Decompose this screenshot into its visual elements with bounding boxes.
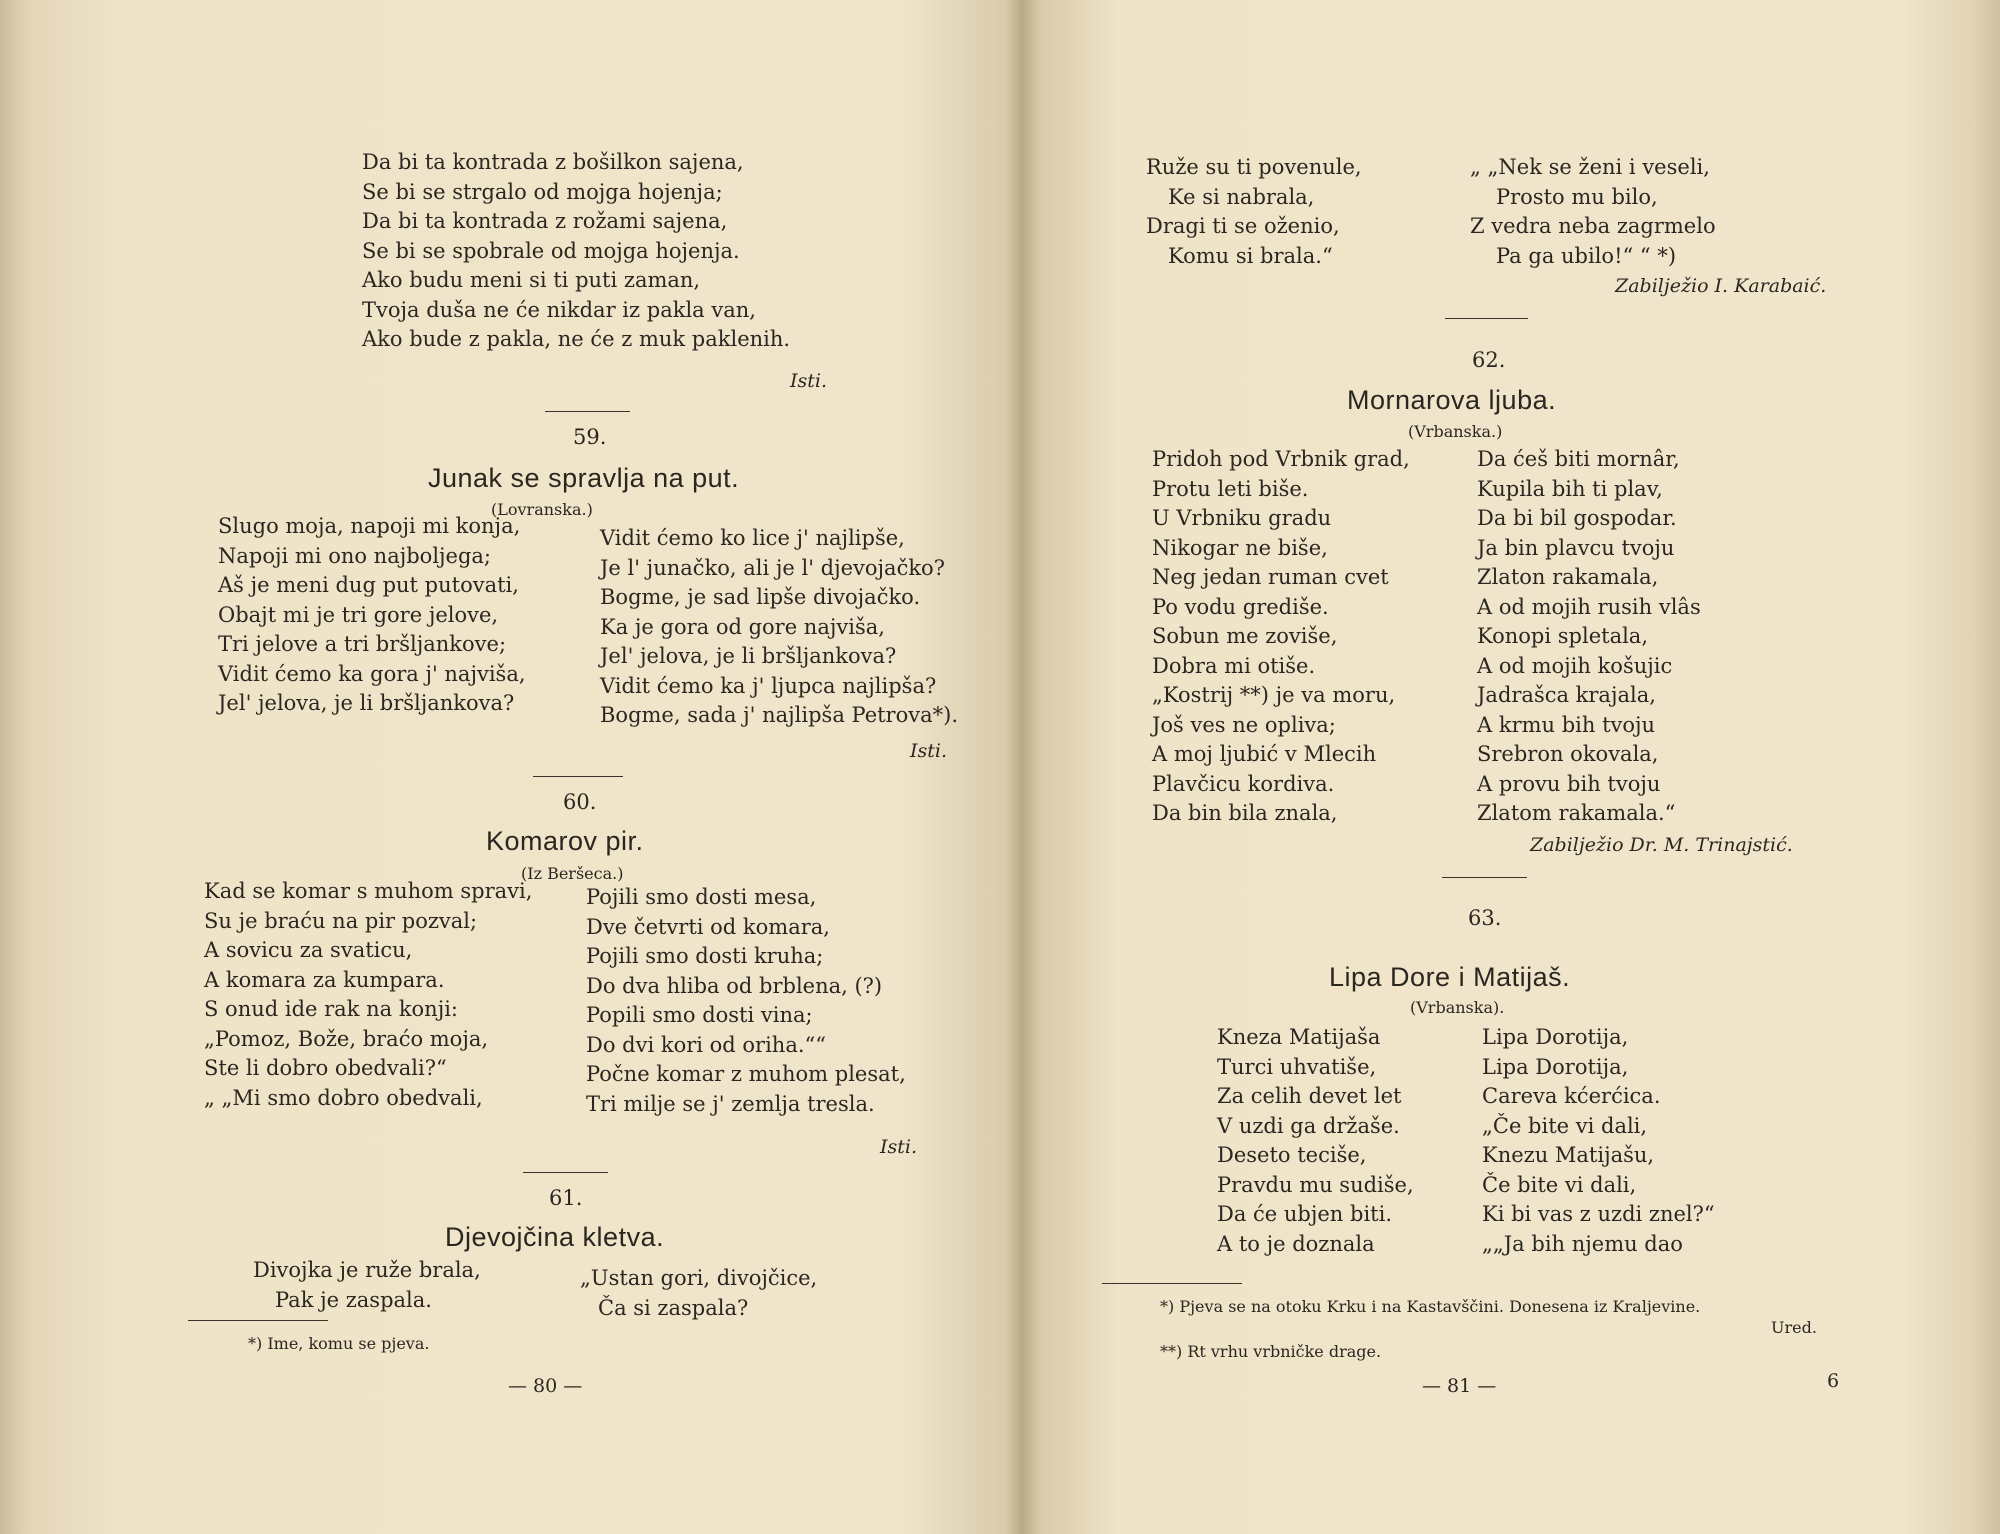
poem-line: Do dva hliba od brblena, (?) [586,973,883,998]
poem-column-2 [1482,1023,1715,1259]
signature: Zabilježio Dr. M. Trinajstić. [1530,834,1793,856]
poem-line: Slugo moja, napoji mi konja, [218,514,521,538]
poem-line: Još ves ne opliva; [1152,712,1336,737]
poem-line: Ruže su ti povenule, [1146,155,1362,179]
poem-line: Če bite vi dali, [1482,1172,1637,1197]
poem-line: A sovicu za svaticu, [204,938,413,962]
poem-column-1 [253,1256,481,1315]
poem-title: Komarov pir. [486,826,644,856]
footnote-rule [188,1320,328,1321]
signature-mark: 6 [1827,1370,1840,1392]
poem-line: Da bin bila znala, [1152,801,1338,825]
poem-column-2 [1477,445,1701,829]
footnote: **) Rt vrhu vrbničke drage. [1160,1342,1382,1361]
poem-line: Vidit ćemo ko lice j' najlipše, [600,526,905,550]
poem-column-2 [600,524,958,731]
poem-line: Nikogar ne biše, [1152,535,1328,560]
divider [533,776,623,777]
poem-line: Lipa Dorotija, [1482,1054,1629,1079]
poem-line: „Če bite vi dali, [1482,1113,1648,1138]
poem-line: Pa ga ubilo!“ “ *) [1496,243,1677,268]
footnote-editor: Ured. [1771,1318,1817,1337]
poem-line: Da bi ta kontrada z bošilkon sajena, [362,150,744,174]
poem-line: Ako bude z pakla, ne će z muk paklenih. [362,327,791,351]
poem-line: Da ćeš biti mornâr, [1477,447,1680,471]
poem-line: Srebron okovala, [1477,742,1659,766]
poem-line: Se bi se strgalo od mojga hojenja; [362,179,723,204]
poem-line: Dragi ti se oženio, [1146,214,1340,238]
poem-line: Plavčicu kordiva. [1152,771,1335,796]
poem-line: Do dvi kori od oriha.““ [586,1032,827,1057]
poem-line: Obajt mi je tri gore jelove, [218,602,499,627]
poem-line: Tri jelove a tri bršljankove; [218,632,507,656]
poem-column-1 [1152,445,1410,829]
poem-line: A provu bih tvoju [1477,771,1661,796]
poem-line: Ako budu meni si ti puti zaman, [362,268,701,292]
poem-line: „ „Mi smo dobro obedvali, [204,1085,483,1110]
signature: Isti. [910,740,948,762]
poem-line: Zlatom rakamala.“ [1477,801,1676,825]
poem-line: A od mojih košujic [1477,653,1673,678]
poem-line: Pravdu mu sudiše, [1217,1172,1414,1197]
poem-line: Deseto tecišе, [1217,1143,1367,1167]
right-page [1022,0,2000,1534]
poem-line: Jel' jelova, je li bršljankova? [600,644,897,668]
signature: Isti. [790,370,828,392]
divider [523,1172,608,1173]
poem-column-2 [586,883,906,1119]
poem-line: Počne komar z muhom plesat, [586,1062,906,1086]
poem-line: Prosto mu bilo, [1496,184,1658,209]
poem-line: Su je braću na pir pozval; [204,908,478,933]
poem-line: A to je doznala [1217,1231,1375,1256]
poem-line: Dobra mi otiše. [1152,653,1316,678]
poem-line: Lipa Dorotija, [1482,1025,1629,1049]
poem-line: Da bi bil gospodar. [1477,506,1677,530]
poem-line: Zlaton rakamala, [1477,565,1659,589]
page-number: — 81 — [1422,1375,1497,1397]
poem-line: Pojili smo dosti mesa, [586,885,817,909]
poem-line: Ste li dobro obedvali?“ [204,1056,447,1080]
poem-number: 61. [549,1186,583,1210]
signature: Zabilježio I. Karabaić. [1615,275,1827,297]
poem-line: „Pomoz, Bože, braćo moja, [204,1026,489,1051]
poem-line: Turci uhvatiše, [1217,1054,1377,1079]
poem-line: Po vodu grediše. [1152,594,1329,619]
poem-line: Ki bi vas z uzdi znel?“ [1482,1202,1715,1226]
poem-column-2 [580,1264,817,1323]
poem-number: 59. [573,425,607,449]
poem-line: Knezu Matijašu, [1482,1143,1655,1167]
poem-line: Popili smo dosti vina; [586,1003,813,1027]
poem-line: Careva kćerćica. [1482,1084,1661,1108]
poem-line: Jadrašca krajala, [1477,683,1656,707]
poem-line: Se bi se spobrale od mojga hojenja. [362,238,740,263]
signature: Isti. [880,1136,918,1158]
poem-origin: (Lovranska.) [491,500,593,519]
poem-number: 60. [563,790,597,814]
poem-origin: (Iz Beršeca.) [521,864,624,883]
poem-line: „Kostrij **) je va moru, [1152,683,1396,707]
page-number: — 80 — [508,1375,583,1397]
poem-line: Pojili smo dosti kruha; [586,944,824,968]
poem-line: Vidit ćemo ka j' ljupca najlipša? [600,673,937,698]
intro-poem [362,148,790,355]
divider [1445,318,1528,319]
poem-line: Protu leti biše. [1152,476,1309,501]
poem-line: A moj ljubić v Mlecih [1152,742,1377,766]
poem-line: Z vedra neba zagrmelo [1470,214,1716,238]
poem-line: Dve četvrti od komara, [586,914,830,939]
intro-column-2 [1470,153,1716,271]
poem-line: Pak je zaspala. [275,1287,432,1312]
poem-line: „Ustan gori, divojčice, [580,1266,818,1290]
poem-origin: (Vrbanska). [1410,998,1505,1017]
poem-line: Vidit ćemo ka gora j' najviša, [218,661,526,686]
poem-column-1 [218,512,526,719]
poem-line: Ka je gora od gore najviša, [600,614,885,639]
poem-title: Mornarova ljuba. [1347,385,1557,415]
poem-line: Jel' jelova, je li bršljankova? [218,691,515,715]
poem-line: Pridoh pod Vrbnik grad, [1152,447,1410,471]
poem-line: Ča si zaspala? [598,1295,749,1320]
poem-line: Je l' junačko, ali je l' djevojačko? [600,555,945,580]
poem-line: A od mojih rusih vlâs [1477,594,1701,619]
intro-column-1 [1146,153,1362,271]
poem-column-1 [204,877,532,1113]
footnote: *) Pjeva se na otoku Krku i na Kastavščini. Donesena iz Kraljevine. [1160,1297,1701,1316]
poem-title: Lipa Dore i Matijaš. [1329,962,1571,992]
poem-line: A komara za kumpara. [204,967,445,992]
poem-line: Kneza Matijaša [1217,1025,1381,1049]
footnote-rule [1102,1283,1242,1284]
poem-line: U Vrbniku gradu [1152,506,1332,530]
poem-line: Kupila bih ti plav, [1477,476,1663,501]
poem-line: „ „Nek se ženi i veseli, [1470,155,1710,179]
poem-line: Napoji mi ono najboljega; [218,543,492,568]
poem-number: 63. [1468,906,1502,930]
footnote: *) Ime, komu se pjeva. [248,1334,430,1353]
poem-line: Bogme, je sad lipše divojačko. [600,585,921,609]
poem-title: Junak se spravlja na put. [428,463,740,493]
poem-number: 62. [1472,348,1506,372]
poem-line: Tri milje se j' zemlja tresla. [586,1091,875,1116]
poem-line: Aš je meni dug put putovati, [218,573,519,597]
poem-line: Za celih devet let [1217,1084,1402,1108]
divider [1442,877,1527,878]
poem-line: Ja bin plavcu tvoju [1477,535,1675,560]
poem-line: Da će ubjen biti. [1217,1202,1392,1226]
poem-line: Sobun me zoviše, [1152,624,1338,648]
poem-line: Ke si nabrala, [1168,184,1315,209]
poem-column-1 [1217,1023,1414,1259]
poem-line: A krmu bih tvoju [1477,712,1656,737]
poem-origin: (Vrbanska.) [1408,422,1503,441]
poem-line: Konopi spletala, [1477,624,1649,648]
divider [545,411,630,412]
poem-line: Da bi ta kontrada z rožami sajena, [362,209,728,233]
poem-title: Djevojčina kletva. [445,1222,665,1252]
poem-line: Kad se komar s muhom spravi, [204,879,533,903]
poem-line: S onud ide rak na konji: [204,997,459,1021]
poem-line: V uzdi ga držaše. [1217,1113,1400,1138]
poem-line: Neg jedan ruman cvet [1152,565,1389,589]
poem-line: Tvoja duša ne će nikdar iz pakla van, [362,297,756,322]
poem-line: Komu si brala.“ [1168,243,1333,268]
poem-line: „„Ja bih njemu dao [1482,1231,1683,1256]
poem-line: Bogme, sada j' najlipša Petrova*). [600,703,958,727]
poem-line: Divojka je ruže brala, [253,1258,481,1282]
